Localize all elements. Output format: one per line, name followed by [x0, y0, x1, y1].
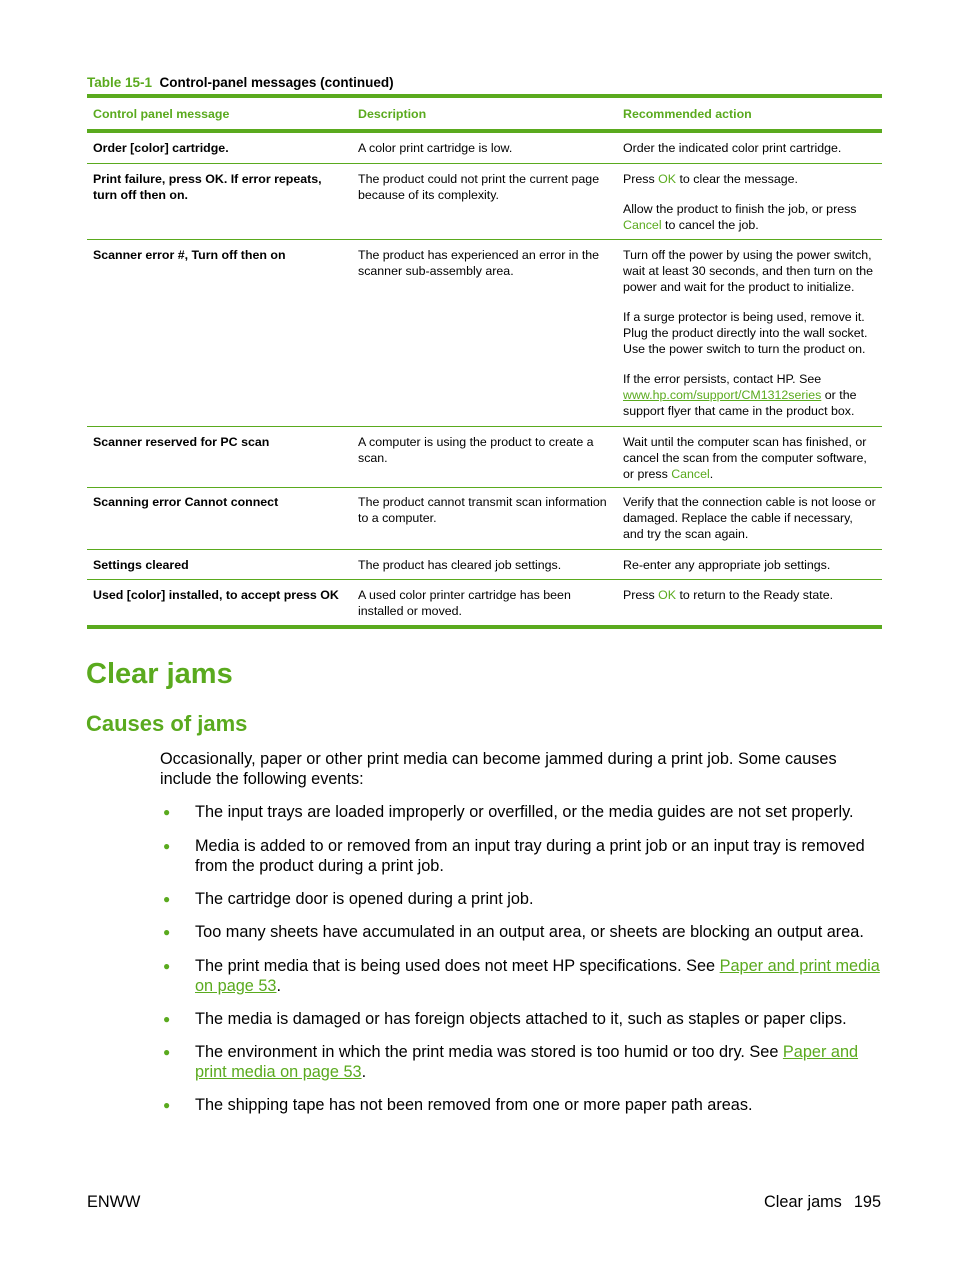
list-item-text: The print media that is being used does not meet HP specifications. See: [195, 957, 720, 975]
action-text: or the support flyer that came in the product box.: [623, 388, 857, 418]
bullet-icon: ●: [163, 959, 171, 973]
header-recommended-action: Recommended action: [623, 107, 752, 121]
message-cell: Print failure, press OK. If error repeats, turn off then on.: [93, 172, 322, 202]
message-cell: Order [color] cartridge.: [93, 141, 229, 155]
list-item-text: The input trays are loaded improperly or overfilled, or the media guides are not set properly.: [195, 803, 854, 821]
header-description: Description: [358, 107, 427, 121]
list-item: [160, 1010, 885, 1043]
table-row: [87, 580, 882, 625]
paper-and-print-media-link[interactable]: Paper and print media on page 53: [195, 957, 880, 995]
table-row: [87, 550, 882, 580]
list-item-text: Too many sheets have accumulated in an output area, or sheets are blocking an output area.: [195, 923, 864, 941]
action-text: to clear the message.: [676, 172, 798, 186]
description-cell: A color print cartridge is low.: [358, 141, 513, 155]
table-row: [87, 133, 882, 164]
list-item: [160, 1096, 885, 1116]
ok-key-label: OK: [658, 588, 677, 602]
list-item: [160, 923, 885, 957]
bullet-icon: ●: [163, 1012, 171, 1026]
list-item-text: The environment in which the print media was stored is too humid or too dry. See: [195, 1043, 783, 1061]
hp-support-link[interactable]: www.hp.com/support/CM1312series: [623, 388, 822, 402]
description-cell: The product has cleared job settings.: [358, 558, 562, 572]
action-cell: Order the indicated color print cartridge.: [623, 141, 842, 155]
table-row: [87, 240, 882, 427]
jam-causes-list: [160, 803, 885, 1116]
list-item-text: .: [361, 1062, 367, 1081]
table-title: Control-panel messages (continued): [159, 75, 394, 90]
action-cell: Verify that the connection cable is not loose or damaged. Replace the cable if necessary, and try the scan again.: [623, 495, 876, 541]
description-cell: The product has experienced an error in the scanner sub-assembly area.: [358, 248, 600, 278]
action-text: If a surge protector is being used, remove it. Plug the product directly into the wall socket. Use the power switch to turn the product on.: [623, 310, 868, 356]
bullet-icon: ●: [163, 839, 171, 853]
action-cell: [617, 171, 882, 239]
list-item: [160, 890, 885, 923]
action-text: to cancel the job.: [661, 218, 759, 232]
action-cell: [617, 434, 882, 487]
action-text: Press: [623, 172, 659, 186]
table-row: [87, 427, 882, 488]
cancel-key-label: Cancel: [623, 218, 662, 232]
action-text: to return to the Ready state.: [676, 588, 834, 602]
message-cell: Used [color] installed, to accept press OK: [93, 588, 339, 602]
control-panel-messages-table: [87, 94, 882, 629]
action-text: .: [709, 467, 714, 481]
section-title: Clear jams: [86, 658, 233, 690]
bullet-icon: ●: [163, 1045, 171, 1059]
list-item: [160, 803, 885, 837]
table-row: [87, 488, 882, 550]
list-item: [160, 957, 885, 1010]
table-header-row: [87, 98, 882, 133]
table-number: Table 15-1: [87, 75, 153, 90]
page-number: 195: [853, 1193, 881, 1211]
action-cell: Re-enter any appropriate job settings.: [623, 558, 831, 572]
cancel-key-label: Cancel: [671, 467, 710, 481]
table-bottom-rule: [87, 625, 882, 629]
ok-key-label: OK: [658, 172, 677, 186]
list-item-text: The shipping tape has not been removed from one or more paper path areas.: [195, 1096, 753, 1114]
bullet-icon: ●: [163, 1098, 171, 1112]
list-item-text: The cartridge door is opened during a print job.: [195, 890, 534, 908]
action-text: Allow the product to finish the job, or press: [623, 202, 857, 216]
action-cell: [617, 247, 882, 426]
list-item-text: Media is added to or removed from an input tray during a print job or an input tray is removed from the product during a print job.: [195, 837, 865, 875]
bullet-icon: ●: [163, 805, 171, 819]
table-row: [87, 164, 882, 240]
action-cell: [617, 587, 882, 625]
paper-and-print-media-link[interactable]: Paper and print media on page 53: [195, 1043, 859, 1081]
list-item-text: .: [276, 976, 282, 995]
footer-page-info: [764, 1193, 881, 1212]
list-item: [160, 837, 885, 890]
section-subtitle: Causes of jams: [86, 711, 248, 736]
action-text: Turn off the power by using the power switch, wait at least 30 seconds, and then turn on the power and wait for the product to initialize.: [623, 248, 874, 294]
intro-paragraph: Occasionally, paper or other print media can become jammed during a print job. Some causes include the following events:: [160, 750, 837, 788]
bullet-icon: ●: [163, 925, 171, 939]
description-cell: The product cannot transmit scan information to a computer.: [358, 495, 607, 525]
description-cell: The product could not print the current page because of its complexity.: [358, 172, 600, 202]
footer-doc-id: ENWW: [87, 1193, 141, 1211]
message-cell: Settings cleared: [93, 558, 189, 572]
header-control-panel-message: Control panel message: [93, 107, 230, 121]
list-item: [160, 1043, 885, 1096]
action-text: If the error persists, contact HP. See: [623, 372, 822, 386]
footer-section-name: Clear jams: [764, 1193, 842, 1211]
list-item-text: The media is damaged or has foreign objects attached to it, such as staples or paper clips.: [195, 1010, 847, 1028]
message-cell: Scanner reserved for PC scan: [93, 435, 270, 449]
description-cell: A used color printer cartridge has been installed or moved.: [358, 588, 571, 618]
message-cell: Scanning error Cannot connect: [93, 495, 279, 509]
action-text: Wait until the computer scan has finished, or cancel the scan from the computer software, or press: [623, 435, 867, 481]
message-cell: Scanner error #, Turn off then on: [93, 248, 286, 262]
description-cell: A computer is using the product to create a scan.: [358, 435, 594, 465]
bullet-icon: ●: [163, 892, 171, 906]
table-caption: [87, 75, 394, 90]
action-text: Press: [623, 588, 659, 602]
